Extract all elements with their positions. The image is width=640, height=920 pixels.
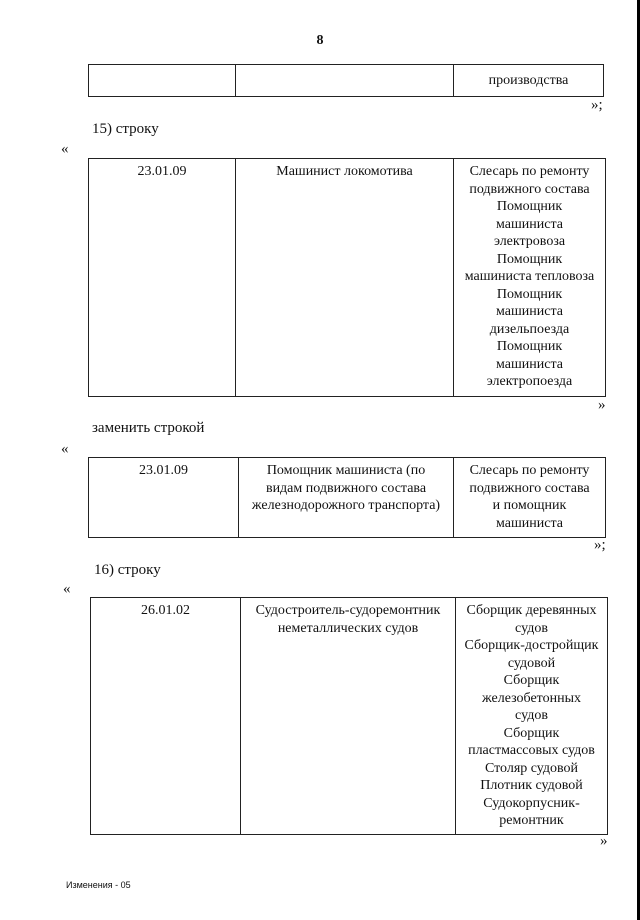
related-line: Помощник bbox=[496, 251, 563, 267]
open-quote: « bbox=[61, 441, 69, 457]
replacement-table bbox=[88, 457, 606, 538]
close-quote: » bbox=[600, 833, 608, 849]
related-line: Слесарь по ремонту bbox=[469, 164, 590, 179]
related-line: Помощник bbox=[496, 339, 563, 354]
profession-line: Помощник машиниста (по bbox=[266, 463, 426, 478]
related-line: и помощник bbox=[492, 498, 567, 513]
related-line: электропоезда bbox=[486, 374, 573, 389]
page-number: 8 bbox=[316, 33, 324, 48]
related-line: Сборщик деревянных bbox=[466, 603, 597, 618]
profession-cell bbox=[239, 458, 454, 538]
related-line: пластмассовых судов bbox=[468, 743, 595, 758]
related-line: Помощник bbox=[496, 286, 563, 302]
related-line: ремонтник bbox=[499, 813, 564, 828]
section-15-heading: 15) строку bbox=[92, 121, 159, 137]
code-cell: 23.01.09 bbox=[89, 159, 236, 397]
related-line: машиниста bbox=[496, 216, 563, 232]
related-line: Сборщик bbox=[503, 673, 560, 688]
related-professions-cell bbox=[454, 159, 606, 397]
related-line: Слесарь по ремонту bbox=[469, 463, 590, 478]
top-fragment-table bbox=[88, 64, 604, 97]
related-line: Столяр судовой bbox=[484, 760, 579, 776]
related-line: подвижного состава bbox=[469, 480, 590, 496]
related-line: Судокорпусник- bbox=[483, 795, 580, 811]
close-quote: »; bbox=[594, 537, 606, 553]
related-line: железобетонных bbox=[482, 690, 581, 706]
table-row bbox=[89, 458, 606, 538]
open-quote: « bbox=[61, 141, 69, 157]
related-line: подвижного состава bbox=[469, 181, 590, 197]
table-row bbox=[91, 598, 608, 835]
table-row bbox=[89, 65, 604, 97]
section-16-table bbox=[90, 597, 608, 835]
related-professions-cell bbox=[454, 458, 606, 538]
section-15-table bbox=[88, 158, 606, 397]
related-line: Сборщик-достройщик bbox=[464, 638, 599, 653]
related-line: Сборщик bbox=[503, 725, 560, 741]
code-cell bbox=[89, 65, 236, 97]
profession-line: Судостроитель-судоремонтник bbox=[255, 603, 441, 618]
replace-label: заменить строкой bbox=[92, 420, 205, 436]
open-quote: « bbox=[63, 581, 71, 597]
close-quote: » bbox=[598, 397, 606, 413]
related-line: судов bbox=[515, 708, 548, 723]
profession-line: неметаллических судов bbox=[277, 620, 419, 636]
related-line: электровоза bbox=[493, 234, 566, 249]
related-line: дизельпоезда bbox=[489, 321, 570, 337]
close-quote: »; bbox=[591, 97, 603, 113]
table-row bbox=[89, 159, 606, 397]
code-cell: 26.01.02 bbox=[91, 598, 241, 835]
profession-cell: Машинист локомотива bbox=[236, 159, 454, 397]
related-professions-cell bbox=[456, 598, 608, 835]
profession-cell bbox=[236, 65, 454, 97]
related-line: машиниста bbox=[496, 356, 563, 372]
code-cell: 23.01.09 bbox=[89, 458, 239, 538]
related-line: Плотник судовой bbox=[480, 778, 583, 793]
related-line: Помощник bbox=[496, 199, 563, 214]
footer-note: Изменения - 05 bbox=[66, 880, 131, 890]
related-line: судов bbox=[515, 620, 548, 636]
section-16-heading: 16) строку bbox=[94, 562, 161, 578]
related-line: машиниста тепловоза bbox=[464, 269, 595, 284]
related-line: машиниста bbox=[496, 515, 563, 531]
related-line: машиниста bbox=[496, 304, 563, 319]
related-cell: производства bbox=[454, 65, 604, 97]
profession-line: железнодорожного транспорта) bbox=[251, 498, 441, 513]
profession-cell bbox=[241, 598, 456, 835]
profession-line: видам подвижного состава bbox=[265, 480, 427, 496]
related-line: судовой bbox=[507, 655, 556, 671]
